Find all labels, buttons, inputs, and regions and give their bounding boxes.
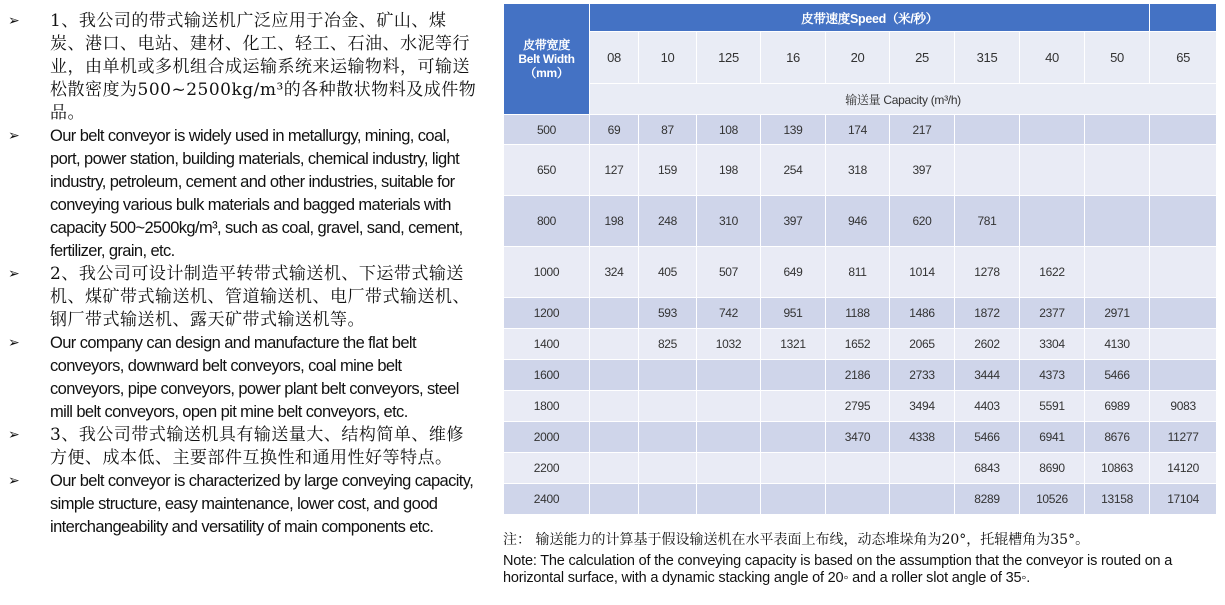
capacity-cell: 159 [639,145,697,196]
capacity-cell: 507 [697,247,761,298]
capacity-cell: 14120 [1150,453,1217,484]
capacity-header: 输送量 Capacity (m³/h) [590,84,1217,115]
capacity-cell: 1278 [955,247,1020,298]
capacity-cell [639,391,697,422]
feature-item [8,10,478,125]
capacity-cell: 217 [890,115,955,145]
capacity-cell: 1188 [826,298,890,329]
bullet-arrow-icon: ➢ [8,473,20,489]
note-english: Note: The calculation of the conveying capacity is based on the assumption that the conveyor is routed on a horizontal surface, with a dynamic stacking angle of 20◦ and a roller slot angle of 35◦. [503,553,1173,586]
capacity-cell: 3444 [955,360,1020,391]
capacity-cell [761,453,826,484]
capacity-cell [590,453,639,484]
belt-width-cell: 800 [504,196,590,247]
belt-width-header-en: Belt Width [518,52,575,66]
capacity-cell: 13158 [1085,484,1150,515]
belt-width-cell: 1000 [504,247,590,298]
capacity-cell [697,391,761,422]
capacity-cell: 174 [826,115,890,145]
capacity-cell: 1622 [1020,247,1085,298]
capacity-cell: 620 [890,196,955,247]
belt-width-cell: 2000 [504,422,590,453]
capacity-cell: 405 [639,247,697,298]
capacity-cell [1085,115,1150,145]
capacity-cell: 825 [639,329,697,360]
speed-cell: 16 [761,32,826,84]
feature-text: Our belt conveyor is widely used in metallurgy, mining, coal, port, power station, building materials, chemical industry, light industry, petroleum, cement and other industries, suitable for conveying various bulk materials and bagged materials with capacity 500~2500kg/m³, such as coal, gravel, sand, cement, fertilizer, grain, etc. [50,127,463,260]
belt-width-cell: 1400 [504,329,590,360]
capacity-cell: 2377 [1020,298,1085,329]
capacity-cell: 310 [697,196,761,247]
capacity-cell [639,360,697,391]
capacity-cell: 4403 [955,391,1020,422]
capacity-cell: 1014 [890,247,955,298]
capacity-cell: 2795 [826,391,890,422]
capacity-cell: 2186 [826,360,890,391]
capacity-cell [697,484,761,515]
capacity-cell: 8690 [1020,453,1085,484]
belt-width-cell: 1200 [504,298,590,329]
capacity-cell [590,422,639,453]
speed-cell: 40 [1020,32,1085,84]
capacity-cell: 248 [639,196,697,247]
speed-cell: 65 [1150,32,1217,84]
capacity-cell [697,422,761,453]
capacity-cell: 324 [590,247,639,298]
capacity-cell [1150,115,1217,145]
feature-item [8,125,478,263]
capacity-cell [697,453,761,484]
belt-width-header [504,4,590,115]
feature-item [8,424,478,470]
capacity-cell [639,422,697,453]
capacity-cell [1085,145,1150,196]
feature-item [8,263,478,332]
capacity-cell: 10526 [1020,484,1085,515]
capacity-cell: 1486 [890,298,955,329]
capacity-cell: 3304 [1020,329,1085,360]
capacity-cell: 649 [761,247,826,298]
capacity-cell: 4373 [1020,360,1085,391]
belt-width-cell: 500 [504,115,590,145]
capacity-cell [890,484,955,515]
capacity-cell [1020,196,1085,247]
capacity-cell [590,298,639,329]
feature-text: 3、我公司带式输送机具有输送量大、结构简单、维修方便、成本低、主要部件互换性和通用性好等特点。 [50,425,464,468]
capacity-cell: 946 [826,196,890,247]
bullet-arrow-icon: ➢ [8,335,20,351]
capacity-cell: 5591 [1020,391,1085,422]
capacity-cell: 4130 [1085,329,1150,360]
capacity-cell: 6941 [1020,422,1085,453]
capacity-cell [1150,247,1217,298]
capacity-cell [1150,145,1217,196]
capacity-cell [1020,145,1085,196]
capacity-cell: 397 [890,145,955,196]
capacity-cell: 951 [761,298,826,329]
capacity-cell: 6843 [955,453,1020,484]
bullet-arrow-icon: ➢ [8,128,20,144]
belt-width-cell: 2400 [504,484,590,515]
capacity-cell [1085,247,1150,298]
capacity-cell [761,360,826,391]
feature-text: 2、我公司可设计制造平转带式输送机、下运带式输送机、煤矿带式输送机、管道输送机、电厂带式输送机、钢厂带式输送机、露天矿带式输送机等。 [50,264,470,330]
belt-width-cell: 650 [504,145,590,196]
capacity-cell: 1321 [761,329,826,360]
speed-cell: 125 [697,32,761,84]
table-row [504,360,1217,391]
speed-cell: 20 [826,32,890,84]
capacity-cell: 139 [761,115,826,145]
capacity-cell [826,484,890,515]
capacity-cell: 11277 [1150,422,1217,453]
capacity-cell: 108 [697,115,761,145]
capacity-cell [955,115,1020,145]
capacity-cell: 781 [955,196,1020,247]
capacity-cell [1085,196,1150,247]
capacity-cell [761,484,826,515]
capacity-cell: 198 [590,196,639,247]
note-chinese: 注： 输送能力的计算基于假设输送机在水平表面上布线，动态堆垛角为20°，托辊槽角为35°。 [503,532,1090,548]
capacity-cell: 6989 [1085,391,1150,422]
belt-width-header-unit: （mm） [524,66,569,80]
capacity-cell: 8289 [955,484,1020,515]
feature-text: Our belt conveyor is characterized by large conveying capacity, simple structure, easy maintenance, lower cost, and good interchangeability and versatility of main components etc. [50,472,474,536]
capacity-cell: 742 [697,298,761,329]
capacity-cell: 127 [590,145,639,196]
capacity-cell: 2602 [955,329,1020,360]
belt-width-cell: 1800 [504,391,590,422]
speed-cell: 10 [639,32,697,84]
speed-header-extension [1150,4,1217,32]
capacity-cell [697,360,761,391]
table-row [504,145,1217,196]
belt-width-cell: 2200 [504,453,590,484]
table-row [504,196,1217,247]
capacity-cell [1150,298,1217,329]
capacity-table [503,3,1217,515]
capacity-cell [639,453,697,484]
capacity-cell: 9083 [1150,391,1217,422]
bullet-arrow-icon: ➢ [8,13,20,29]
capacity-cell [955,145,1020,196]
capacity-cell: 3470 [826,422,890,453]
capacity-cell: 397 [761,196,826,247]
capacity-cell: 10863 [1085,453,1150,484]
capacity-cell: 87 [639,115,697,145]
table-row [504,115,1217,145]
capacity-cell [590,484,639,515]
belt-width-cell: 1600 [504,360,590,391]
table-row [504,453,1217,484]
capacity-cell: 2733 [890,360,955,391]
speed-cell: 50 [1085,32,1150,84]
table-row [504,391,1217,422]
table-row [504,247,1217,298]
capacity-cell [761,422,826,453]
capacity-cell: 198 [697,145,761,196]
table-row [504,298,1217,329]
capacity-cell: 318 [826,145,890,196]
capacity-cell: 2065 [890,329,955,360]
capacity-cell: 4338 [890,422,955,453]
capacity-cell [590,391,639,422]
capacity-cell: 5466 [955,422,1020,453]
capacity-cell [590,360,639,391]
capacity-cell: 17104 [1150,484,1217,515]
capacity-cell: 254 [761,145,826,196]
table-row [504,329,1217,360]
feature-text: Our company can design and manufacture the flat belt conveyors, downward belt conveyors, coal mine belt conveyors, pipe conveyors, power plant belt conveyors, steel mill belt conveyors, open pit mine belt conveyors, etc. [50,334,459,421]
capacity-cell: 8676 [1085,422,1150,453]
capacity-cell [639,484,697,515]
capacity-cell [1020,115,1085,145]
capacity-cell [761,391,826,422]
bullet-arrow-icon: ➢ [8,266,20,282]
capacity-cell [826,453,890,484]
capacity-cell: 3494 [890,391,955,422]
speed-header: 皮带速度Speed（米/秒） [590,4,1150,32]
capacity-cell: 69 [590,115,639,145]
capacity-cell: 2971 [1085,298,1150,329]
capacity-cell: 5466 [1085,360,1150,391]
speed-cell: 315 [955,32,1020,84]
feature-item [8,470,478,539]
feature-list [8,10,478,539]
capacity-cell: 1652 [826,329,890,360]
feature-item [8,332,478,424]
capacity-cell: 1872 [955,298,1020,329]
capacity-cell [1150,360,1217,391]
speed-cell: 25 [890,32,955,84]
capacity-cell [1150,329,1217,360]
capacity-cell [590,329,639,360]
speed-cell: 08 [590,32,639,84]
table-row [504,422,1217,453]
bullet-arrow-icon: ➢ [8,427,20,443]
capacity-cell: 1032 [697,329,761,360]
capacity-cell [1150,196,1217,247]
belt-width-header-zh: 皮带宽度 [523,38,570,52]
table-row [504,484,1217,515]
capacity-cell [890,453,955,484]
capacity-cell: 811 [826,247,890,298]
capacity-cell: 593 [639,298,697,329]
feature-text: 1、我公司的带式输送机广泛应用于冶金、矿山、煤炭、港口、电站、建材、化工、轻工、石油、水泥等行业，由单机或多机组合成运输系统来运输物料，可输送松散密度为500~2500kg/m³的各种散状物料及成件物品。 [50,11,477,123]
